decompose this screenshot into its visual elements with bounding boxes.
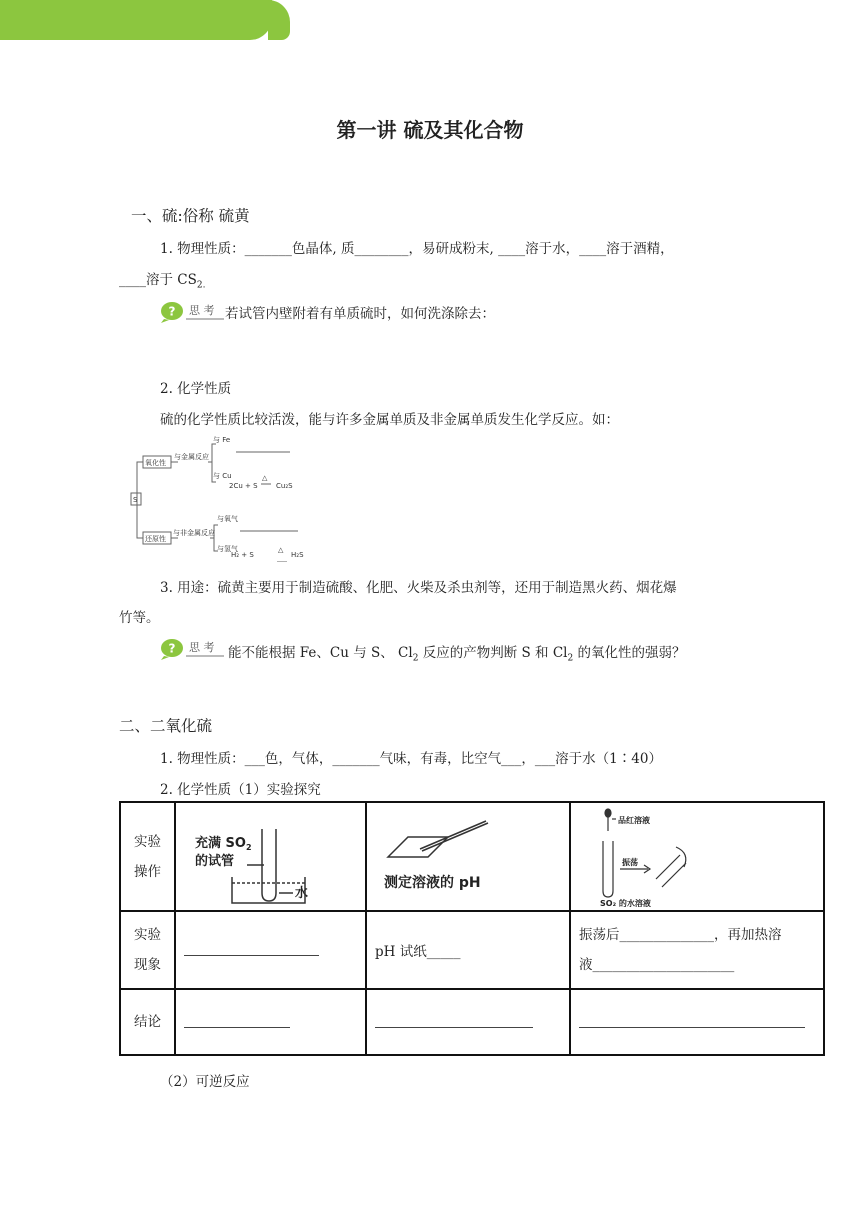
experiment-image-1 — [175, 802, 366, 911]
section1-physical-line2: ____溶于 $CS_{2.}$ — [119, 272, 206, 291]
conclusion-blank-3 — [570, 989, 824, 1055]
section1-heading: 一、硫:俗称 硫黄 — [131, 207, 250, 225]
svg-text:还原性: 还原性 — [145, 535, 166, 543]
conclusion-blank-2 — [366, 989, 570, 1055]
phenomenon-ph: pH 试纸_____ — [366, 911, 570, 989]
chem-properties-text: 硫的化学性质比较活泼，能与许多金属单质及非金属单质发生化学反应。如： — [160, 412, 619, 428]
so2-physical-properties: 1. 物理性质：___色，气体，_______气味，有毒，比空气___，___溶于水（1∶40） — [160, 751, 662, 767]
svg-text:与非金属反应: 与非金属反应 — [173, 529, 215, 537]
svg-text:?: ? — [168, 304, 176, 319]
experiment-table — [119, 801, 825, 1056]
phenomenon-blank-1 — [175, 911, 366, 989]
sulfur-reaction-diagram — [128, 432, 318, 562]
svg-text:与 Cu: 与 Cu — [213, 472, 232, 480]
row-label-operation: 实验 操作 — [120, 802, 175, 911]
so2-chem-title: 2. 化学性质（1）实验探究 — [160, 782, 321, 798]
think-icon — [160, 638, 224, 660]
chem-properties-title: 2. 化学性质 — [160, 381, 232, 397]
svg-text:品红溶液: 品红溶液 — [618, 815, 650, 825]
svg-text:与 Fe: 与 Fe — [213, 436, 231, 444]
svg-text:2Cu + S: 2Cu + S — [229, 482, 258, 490]
header-tab-decoration — [0, 0, 272, 40]
table-row — [120, 802, 824, 911]
svg-text:S: S — [133, 496, 138, 504]
svg-text:氧化性: 氧化性 — [145, 459, 166, 467]
svg-text:充满 SO2: 充满 $SO_2$ — [195, 835, 252, 852]
svg-text:与氧气: 与氧气 — [217, 515, 238, 523]
section1-physical-line1: 1. 物理性质：_______色晶体, 质________，易研成粉末, ____溶于水，____溶于酒精， — [160, 241, 674, 257]
svg-text:思 考: 思 考 — [189, 641, 215, 654]
svg-text:思 考: 思 考 — [189, 304, 215, 317]
row-label-conclusion: 结论 — [120, 989, 175, 1055]
table-row — [120, 989, 824, 1055]
think-question-2: 能不能根据 Fe、Cu 与 S、 $Cl_2$ 反应的产物判断 S 和 $Cl_2$ 的氧化性的强弱？ — [228, 645, 686, 664]
svg-text:Cu₂S: Cu₂S — [276, 482, 293, 490]
svg-text:H₂ + S: H₂ + S — [231, 551, 254, 559]
think-question-1: 若试管内壁附着有单质硫时，如何洗涤除去： — [225, 306, 495, 322]
svg-text:的试管: 的试管 — [195, 853, 235, 869]
experiment-image-2 — [366, 802, 570, 911]
phenomenon-shake: 振荡后______________，再加热溶 液_____________________ — [570, 911, 824, 989]
table-row — [120, 911, 824, 989]
experiment-image-3 — [570, 802, 824, 911]
svg-text:水: 水 — [295, 885, 309, 901]
svg-text:与氢气: 与氢气 — [217, 545, 238, 553]
uses-line1: 3. 用途：硫黄主要用于制造硫酸、化肥、火柴及杀虫剂等，还用于制造黑火药、烟花爆 — [160, 580, 677, 596]
reversible-reaction-title: （2）可逆反应 — [160, 1074, 250, 1090]
think-icon — [160, 301, 224, 323]
svg-text:振荡: 振荡 — [622, 857, 638, 867]
conclusion-blank-1 — [175, 989, 366, 1055]
svg-text:?: ? — [168, 641, 176, 656]
page-title: 第一讲 硫及其化合物 — [336, 118, 524, 142]
svg-text:H₂S: H₂S — [291, 551, 304, 559]
section2-heading: 二、二氧化硫 — [119, 717, 213, 735]
svg-text:测定溶液的 pH: 测定溶液的 pH — [384, 874, 481, 891]
svg-text:SO₂ 的水溶液: SO₂ 的水溶液 — [600, 898, 651, 907]
row-label-phenomenon: 实验 现象 — [120, 911, 175, 989]
svg-text:△: △ — [278, 546, 284, 554]
uses-line2: 竹等。 — [119, 610, 160, 626]
svg-text:△: △ — [262, 474, 268, 482]
svg-text:与金属反应: 与金属反应 — [174, 453, 209, 461]
